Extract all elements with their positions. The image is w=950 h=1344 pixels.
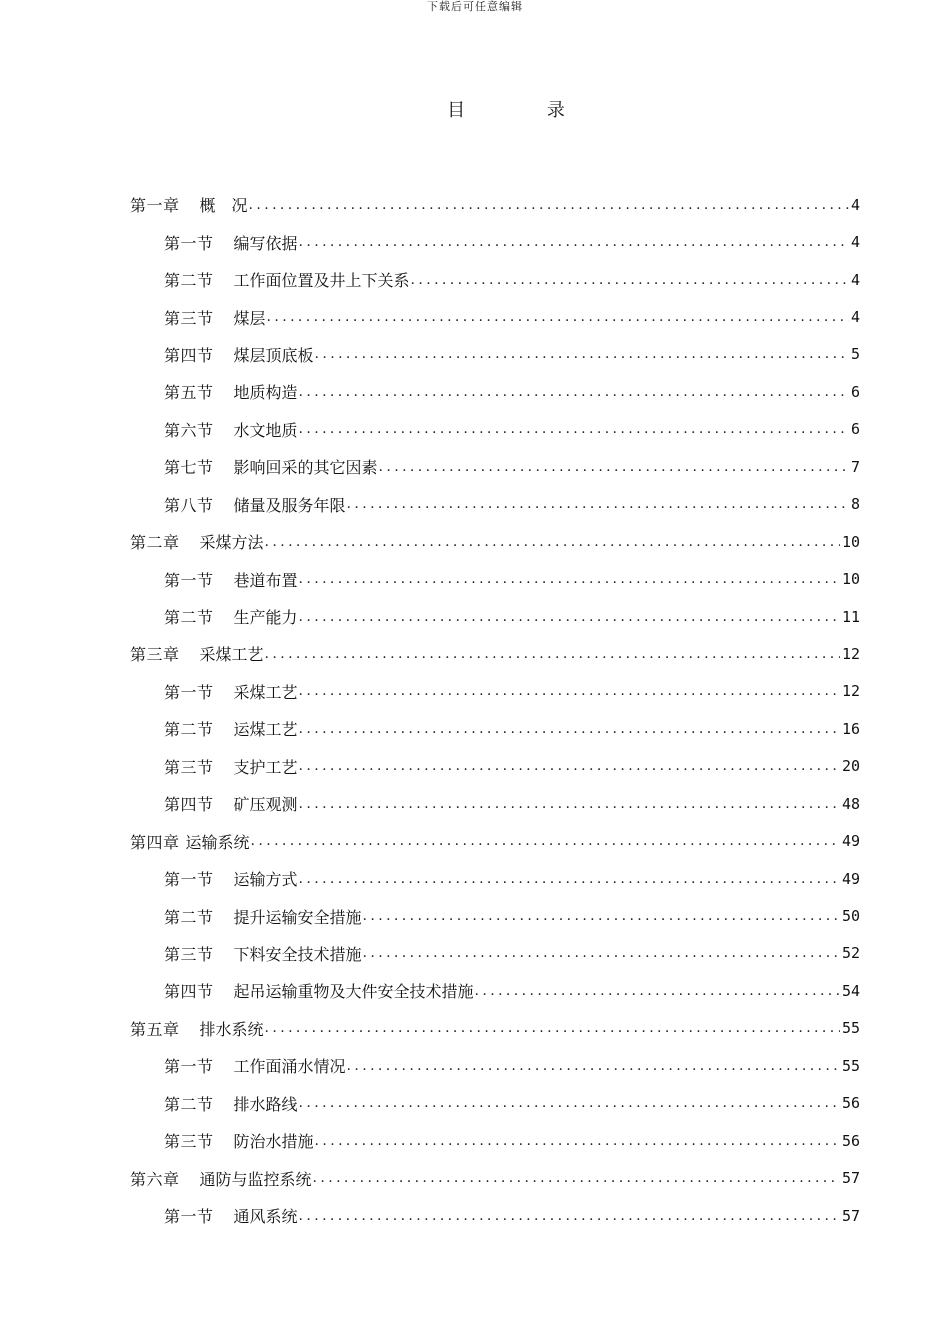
toc-section-entry[interactable] — [130, 298, 860, 335]
toc-section-entry[interactable] — [130, 673, 860, 710]
toc-entry-title: 通风系统 — [233, 1207, 298, 1227]
toc-dot-leader — [299, 421, 849, 437]
toc-dot-leader — [299, 571, 840, 587]
toc-section-entry[interactable] — [130, 373, 860, 410]
toc-entry-number: 第五节 — [164, 383, 214, 403]
toc-page-number: 20 — [841, 757, 860, 776]
toc-entry-title: 巷道布置 — [233, 570, 298, 590]
toc-dot-leader — [299, 384, 849, 400]
table-of-contents — [130, 186, 860, 1234]
toc-dot-leader — [315, 346, 849, 362]
toc-entry-number: 第六节 — [164, 420, 214, 440]
toc-entry-title: 下料安全技术措施 — [233, 944, 362, 964]
toc-section-entry[interactable] — [130, 411, 860, 448]
toc-section-entry[interactable] — [130, 785, 860, 822]
toc-entry-title: 工作面位置及井上下关系 — [233, 271, 410, 291]
toc-page-number: 12 — [841, 682, 860, 701]
toc-section-entry[interactable] — [130, 223, 860, 260]
toc-entry-number: 第二章 — [130, 533, 180, 553]
toc-page-number: 56 — [841, 1094, 860, 1113]
toc-page-number: 49 — [841, 869, 860, 888]
toc-dot-leader — [299, 796, 840, 812]
toc-dot-leader — [347, 1058, 840, 1074]
toc-section-entry[interactable] — [130, 710, 860, 747]
toc-entry-title: 地质构造 — [233, 383, 298, 403]
toc-entry-number: 第一节 — [164, 570, 214, 590]
toc-page-number: 16 — [841, 719, 860, 738]
toc-entry-number: 第一节 — [164, 1057, 214, 1077]
header-note: 下载后可任意编辑 — [427, 0, 523, 13]
toc-dot-leader — [265, 1020, 840, 1036]
toc-dot-leader — [299, 1095, 840, 1111]
toc-page-number: 6 — [850, 420, 860, 439]
toc-page-number: 57 — [841, 1206, 860, 1225]
toc-entry-number: 第三节 — [164, 1132, 214, 1152]
toc-entry-title: 起吊运输重物及大件安全技术措施 — [233, 982, 474, 1002]
toc-dot-leader — [265, 534, 840, 550]
toc-section-entry[interactable] — [130, 486, 860, 523]
toc-page-number: 8 — [850, 495, 860, 514]
toc-dot-leader — [299, 1208, 840, 1224]
toc-entry-title: 支护工艺 — [233, 757, 298, 777]
toc-chapter-entry[interactable] — [130, 186, 860, 223]
toc-section-entry[interactable] — [130, 935, 860, 972]
toc-dot-leader — [411, 272, 849, 288]
page-title: 目 录 — [447, 100, 603, 121]
toc-section-entry[interactable] — [130, 897, 860, 934]
toc-dot-leader — [299, 609, 840, 625]
toc-entry-number: 第一节 — [164, 870, 214, 890]
toc-section-entry[interactable] — [130, 860, 860, 897]
toc-dot-leader — [299, 683, 840, 699]
toc-entry-title: 采煤工艺 — [233, 682, 298, 702]
toc-page-number: 5 — [850, 345, 860, 364]
toc-entry-number: 第一节 — [164, 682, 214, 702]
toc-dot-leader — [267, 309, 849, 325]
toc-chapter-entry[interactable] — [130, 822, 860, 859]
toc-section-entry[interactable] — [130, 448, 860, 485]
toc-page-number: 4 — [850, 270, 860, 289]
toc-page-number: 4 — [850, 233, 860, 252]
toc-chapter-entry[interactable] — [130, 1159, 860, 1196]
toc-dot-leader — [249, 197, 849, 213]
toc-entry-number: 第六章 — [130, 1169, 180, 1189]
toc-entry-title: 提升运输安全措施 — [233, 907, 362, 927]
toc-entry-title: 通防与监控系统 — [199, 1169, 312, 1189]
toc-dot-leader — [299, 871, 840, 887]
toc-page-number: 11 — [841, 607, 860, 626]
toc-entry-number: 第一章 — [130, 196, 180, 216]
toc-entry-number: 第三节 — [164, 757, 214, 777]
toc-section-entry[interactable] — [130, 748, 860, 785]
toc-page-number: 54 — [841, 981, 860, 1000]
toc-dot-leader — [299, 758, 840, 774]
toc-entry-number: 第三节 — [164, 944, 214, 964]
toc-section-entry[interactable] — [130, 1047, 860, 1084]
toc-entry-title: 运煤工艺 — [233, 720, 298, 740]
toc-entry-title: 煤层顶底板 — [233, 345, 314, 365]
toc-page-number: 6 — [850, 382, 860, 401]
toc-page-number: 4 — [850, 308, 860, 327]
toc-section-entry[interactable] — [130, 972, 860, 1009]
toc-dot-leader — [315, 1133, 840, 1149]
toc-dot-leader — [299, 721, 840, 737]
toc-entry-number: 第四节 — [164, 982, 214, 1002]
toc-chapter-entry[interactable] — [130, 1010, 860, 1047]
toc-page-number: 55 — [841, 1056, 860, 1075]
toc-entry-number: 第四节 — [164, 345, 214, 365]
toc-entry-title: 运输方式 — [233, 870, 298, 890]
toc-dot-leader — [251, 833, 840, 849]
toc-entry-number: 第二节 — [164, 271, 214, 291]
toc-page-number: 10 — [841, 532, 860, 551]
toc-entry-title: 储量及服务年限 — [233, 495, 346, 515]
toc-section-entry[interactable] — [130, 598, 860, 635]
toc-entry-number: 第二节 — [164, 608, 214, 628]
toc-dot-leader — [313, 1170, 840, 1186]
toc-entry-title: 排水路线 — [233, 1094, 298, 1114]
toc-page-number: 7 — [850, 457, 860, 476]
toc-dot-leader — [363, 908, 840, 924]
toc-entry-number: 第三章 — [130, 645, 180, 665]
toc-entry-number: 第二节 — [164, 720, 214, 740]
toc-dot-leader — [475, 983, 840, 999]
toc-page-number: 55 — [841, 1019, 860, 1038]
toc-entry-number: 第二节 — [164, 1094, 214, 1114]
toc-dot-leader — [363, 945, 840, 961]
toc-entry-title: 矿压观测 — [233, 795, 298, 815]
toc-section-entry[interactable] — [130, 261, 860, 298]
toc-entry-title: 水文地质 — [233, 420, 298, 440]
toc-page-number: 12 — [841, 644, 860, 663]
toc-entry-number: 第二节 — [164, 907, 214, 927]
toc-section-entry[interactable] — [130, 560, 860, 597]
toc-page-number: 57 — [841, 1169, 860, 1188]
toc-entry-number: 第四节 — [164, 795, 214, 815]
toc-page-number: 50 — [841, 907, 860, 926]
toc-entry-number: 第一节 — [164, 233, 214, 253]
toc-entry-number: 第七节 — [164, 458, 214, 478]
toc-dot-leader — [379, 459, 849, 475]
toc-page-number: 4 — [850, 195, 860, 214]
toc-entry-number: 第三节 — [164, 308, 214, 328]
toc-page-number: 48 — [841, 794, 860, 813]
toc-chapter-entry[interactable] — [130, 523, 860, 560]
toc-entry-number: 第四章 — [130, 832, 180, 852]
toc-entry-title: 采煤方法 — [199, 533, 264, 553]
toc-section-entry[interactable] — [130, 1122, 860, 1159]
toc-dot-leader — [265, 646, 840, 662]
toc-chapter-entry[interactable] — [130, 635, 860, 672]
toc-entry-number: 第八节 — [164, 495, 214, 515]
toc-dot-leader — [347, 496, 849, 512]
toc-entry-title: 防治水措施 — [233, 1132, 314, 1152]
toc-entry-title: 采煤工艺 — [199, 645, 264, 665]
toc-entry-number: 第五章 — [130, 1019, 180, 1039]
toc-entry-title: 工作面涌水情况 — [233, 1057, 346, 1077]
toc-entry-title: 生产能力 — [233, 608, 298, 628]
toc-page-number: 10 — [841, 570, 860, 589]
toc-entry-title: 排水系统 — [199, 1019, 264, 1039]
toc-entry-title: 煤层 — [233, 308, 266, 328]
toc-entry-title: 编写依据 — [233, 233, 298, 253]
toc-page-number: 49 — [841, 832, 860, 851]
toc-section-entry[interactable] — [130, 1197, 860, 1234]
toc-section-entry[interactable] — [130, 336, 860, 373]
toc-entry-title: 影响回采的其它因素 — [233, 458, 378, 478]
toc-entry-number: 第一节 — [164, 1207, 214, 1227]
toc-entry-title: 运输系统 — [185, 832, 250, 852]
toc-entry-title: 概 况 — [199, 196, 248, 216]
toc-page-number: 56 — [841, 1131, 860, 1150]
toc-dot-leader — [299, 234, 849, 250]
toc-page-number: 52 — [841, 944, 860, 963]
toc-section-entry[interactable] — [130, 1085, 860, 1122]
